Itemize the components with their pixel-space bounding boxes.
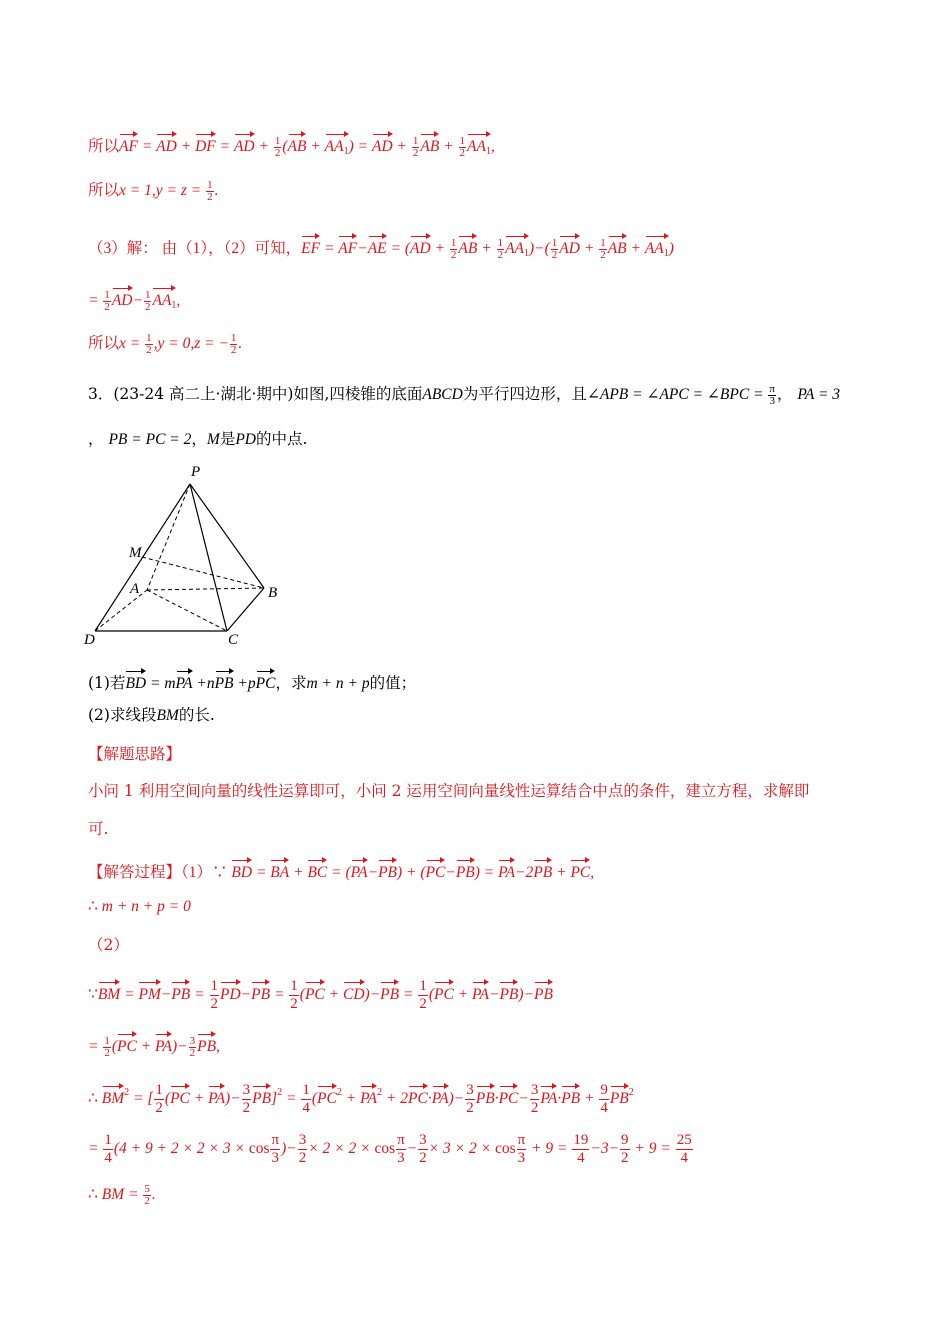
process-line-4: = $\frac{1}{2}$ (PC + PA)− $\frac{3}{2}$ PB, (88, 1030, 220, 1059)
therefore-symbol: ∴ (88, 898, 98, 915)
process-line-2: ∴ m + n + p = 0 (88, 898, 191, 915)
question-2: (2)求线段BM的长. (88, 706, 215, 724)
solution-line-2: 所以x = 1,y = z = $\frac{1}{2}$ . (88, 179, 219, 203)
problem-text: 如图,四棱锥的底面 (293, 385, 423, 403)
therefore-symbol: ∴ (88, 1186, 98, 1204)
process-line-6: = $\frac{1}{4}$ (4 + 9 + 2 × 2 × 3 × cos $\frac{\pi}{3}$ )− $\frac{3}{2}$ × 2 × 2 × cos $\frac{\pi}{3}$ − $\frac{3}{2}$ × 3 × 2 × cos $\frac{\pi}{3}$ + 9 = $\frac{19}{4}$ −3− $\frac{9}{2}$ + 9 = $\frac{25}{4}$ (88, 1132, 692, 1166)
because-symbol: ∵ (88, 986, 98, 1004)
question-text: 的长. (178, 706, 215, 724)
label-C: C (228, 632, 239, 648)
question-1: (1)若BD = mPA +nPB +pPC，求m + n + p的值； (88, 667, 416, 695)
label-D: D (84, 632, 95, 648)
label-M: M (129, 545, 142, 561)
pyramid-figure (80, 460, 300, 650)
solution-line-1: 所以AF = AD + DF = AD + $\frac{1}{2}$ $(AB + AA_1)$ = AD + $\frac{1}{2}$ AB + $\frac{1}{2}$ $AA_1$, (88, 130, 495, 163)
thought-text-2: 可. (88, 820, 109, 838)
process-line-1: 【解答过程】（1）∵ BD = BA + BC = (PA−PB) + (PC−PB) = PA−2PB + PC, (88, 856, 594, 884)
question-text: ，求 (275, 674, 307, 692)
label-B: B (268, 585, 278, 601)
process-line-7: ∴ BM = $\frac{5}{2}$ . (88, 1183, 156, 1207)
problem-3-statement-cont: ， PB = PC = 2，M是PD的中点. (88, 430, 308, 448)
problem-number: 3． (88, 385, 114, 403)
process-line-5: ∴ $BM^2$ = [ $\frac{1}{2}$ (PC + PA)− $\frac{3}{2}$ PB]$^2$ = $\frac{1}{4}$ $(PC^2 + PA^2 + 2PC\cdot PA)-$ $\frac{3}{2}$ PB·PC− $\frac{3}{2}$ PA·PB + $\frac{9}{4}$ $PB^2$ (88, 1082, 634, 1116)
prefix-text: 所以 (88, 138, 120, 155)
thought-text-1: 小问 1 利用空间向量的线性运算即可，小问 2 运用空间向量线性运算结合中点的条件，建立方程，求解即 (88, 782, 810, 800)
problem-text: 的中点. (256, 430, 308, 448)
prefix-text: 所以 (88, 335, 120, 353)
solution-line-3: （3）解： 由（1），（2）可知，EF = AF−AE = (AD + $\frac{1}{2}$ AB + $\frac{1}{2}$ $AA_1)-$( $\frac{1}{2}$ AD + $\frac{1}{2}$ AB + $AA_1$) (88, 232, 674, 265)
solution-line-5: 所以x = $\frac{1}{2}$ ,y = 0,z = − $\frac{1}{2}$ . (88, 332, 243, 356)
prefix-text: 所以 (88, 182, 120, 200)
problem-text: 是 (219, 430, 236, 448)
question-text: (1)若 (88, 674, 126, 692)
process-text: （1）∵ (181, 864, 232, 881)
problem-3-statement: 3．(23-24 高二上·湖北·期中)如图,四棱锥的底面ABCD为平行四边形，且∠APB = ∠APC = ∠BPC = $\frac{\pi}{3}$ ， PA = 3 (88, 382, 841, 407)
problem-text: ， (776, 385, 793, 403)
process-part2: （2） (88, 936, 129, 954)
process-line-3: ∵BM = PM−PB = $\frac{1}{2}$ PD−PB = $\frac{1}{2}$ (PC + CD)−PB = $\frac{1}{2}$ (PC + PA−PB)−PB (88, 978, 553, 1012)
question-text: 的值； (369, 674, 417, 692)
process-heading: 【解答过程】 (88, 864, 182, 881)
question-text: (2)求线段 (88, 706, 157, 724)
problem-text: 为平行四边形，且 (462, 385, 587, 403)
problem-text: ， (88, 430, 104, 448)
label-P: P (191, 464, 201, 480)
problem-source: (23-24 高二上·湖北·期中) (113, 385, 294, 403)
part3-text: （3）解： 由（1），（2）可知， (88, 240, 302, 257)
label-A: A (130, 581, 140, 597)
thought-heading: 【解题思路】 (88, 745, 182, 763)
solution-line-4: = $\frac{1}{2}$ AD− $\frac{1}{2}$ $AA_1$, (88, 284, 180, 317)
therefore-symbol: ∴ (88, 1090, 98, 1108)
